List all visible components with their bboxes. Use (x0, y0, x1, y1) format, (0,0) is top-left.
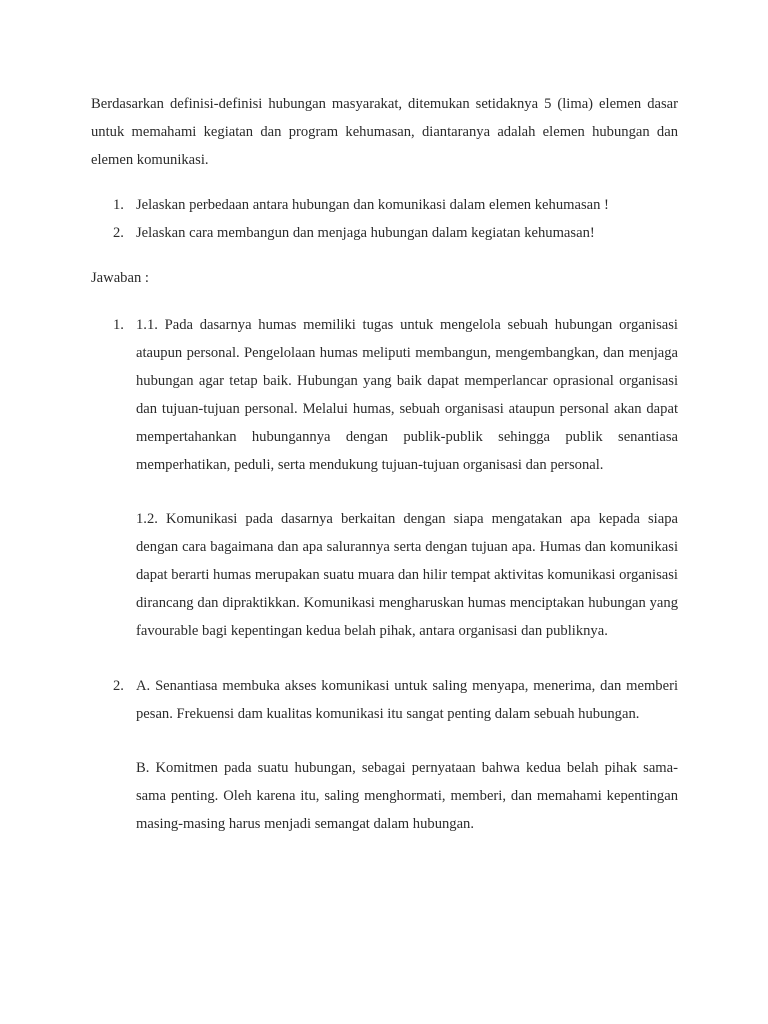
answer-number: 2. (113, 678, 124, 694)
answer-paragraph: 1.1. Pada dasarnya humas memiliki tugas untuk mengelola sebuah hubungan organisasi ataupun personal. Pengelolaan humas meliputi membangun, mengembangkan, dan menjaga hubungan agar tetap baik. Hubungan yang baik dapat memperlancar oprasional organisasi dan tujuan-tujuan personal. Melalui humas, sebuah organisasi ataupun personal akan dapat mempertahankan hubungannya dengan publik-publik sehingga publik senantiasa memperhatikan, peduli, serta mendukung tujuan-tujuan organisasi dan personal. (136, 317, 678, 473)
question-text: Jelaskan perbedaan antara hubungan dan komunikasi dalam elemen kehumasan ! (136, 197, 609, 213)
question-list (91, 191, 678, 247)
question-number: 2. (113, 225, 124, 241)
answer-item (91, 672, 678, 838)
question-number: 1. (113, 197, 124, 213)
answer-paragraph: 1.2. Komunikasi pada dasarnya berkaitan dengan siapa mengatakan apa kepada siapa dengan cara bagaimana dan apa salurannya serta dengan tujuan apa. Humas dan komunikasi dapat berarti humas merupakan suatu muara dan hilir tempat aktivitas komunikasi organisasi dirancang dan dipraktikkan. Komunikasi mengharuskan humas menciptakan hubungan yang favourable bagi kepentingan kedua belah pihak, antara organisasi dan publiknya. (136, 511, 678, 639)
answer-number: 1. (113, 317, 124, 333)
answer-heading: Jawaban : (91, 270, 149, 286)
question-item (91, 191, 678, 219)
answer-paragraph: B. Komitmen pada suatu hubungan, sebagai pernyataan bahwa kedua belah pihak sama-sama penting. Oleh karena itu, saling menghormati, memberi, dan memahami kepentingan masing-masing harus menjadi semangat dalam hubungan. (136, 760, 678, 832)
intro-paragraph: Berdasarkan definisi-definisi hubungan masyarakat, ditemukan setidaknya 5 (lima) elemen dasar untuk memahami kegiatan dan program kehumasan, diantaranya adalah elemen hubungan dan elemen komunikasi. (91, 96, 678, 168)
answer-paragraph: A. Senantiasa membuka akses komunikasi untuk saling menyapa, menerima, dan memberi pesan. Frekuensi dam kualitas komunikasi itu sangat penting dalam sebuah hubungan. (136, 678, 678, 722)
question-text: Jelaskan cara membangun dan menjaga hubungan dalam kegiatan kehumasan! (136, 225, 595, 241)
question-item (91, 219, 678, 247)
answer-item (91, 311, 678, 645)
